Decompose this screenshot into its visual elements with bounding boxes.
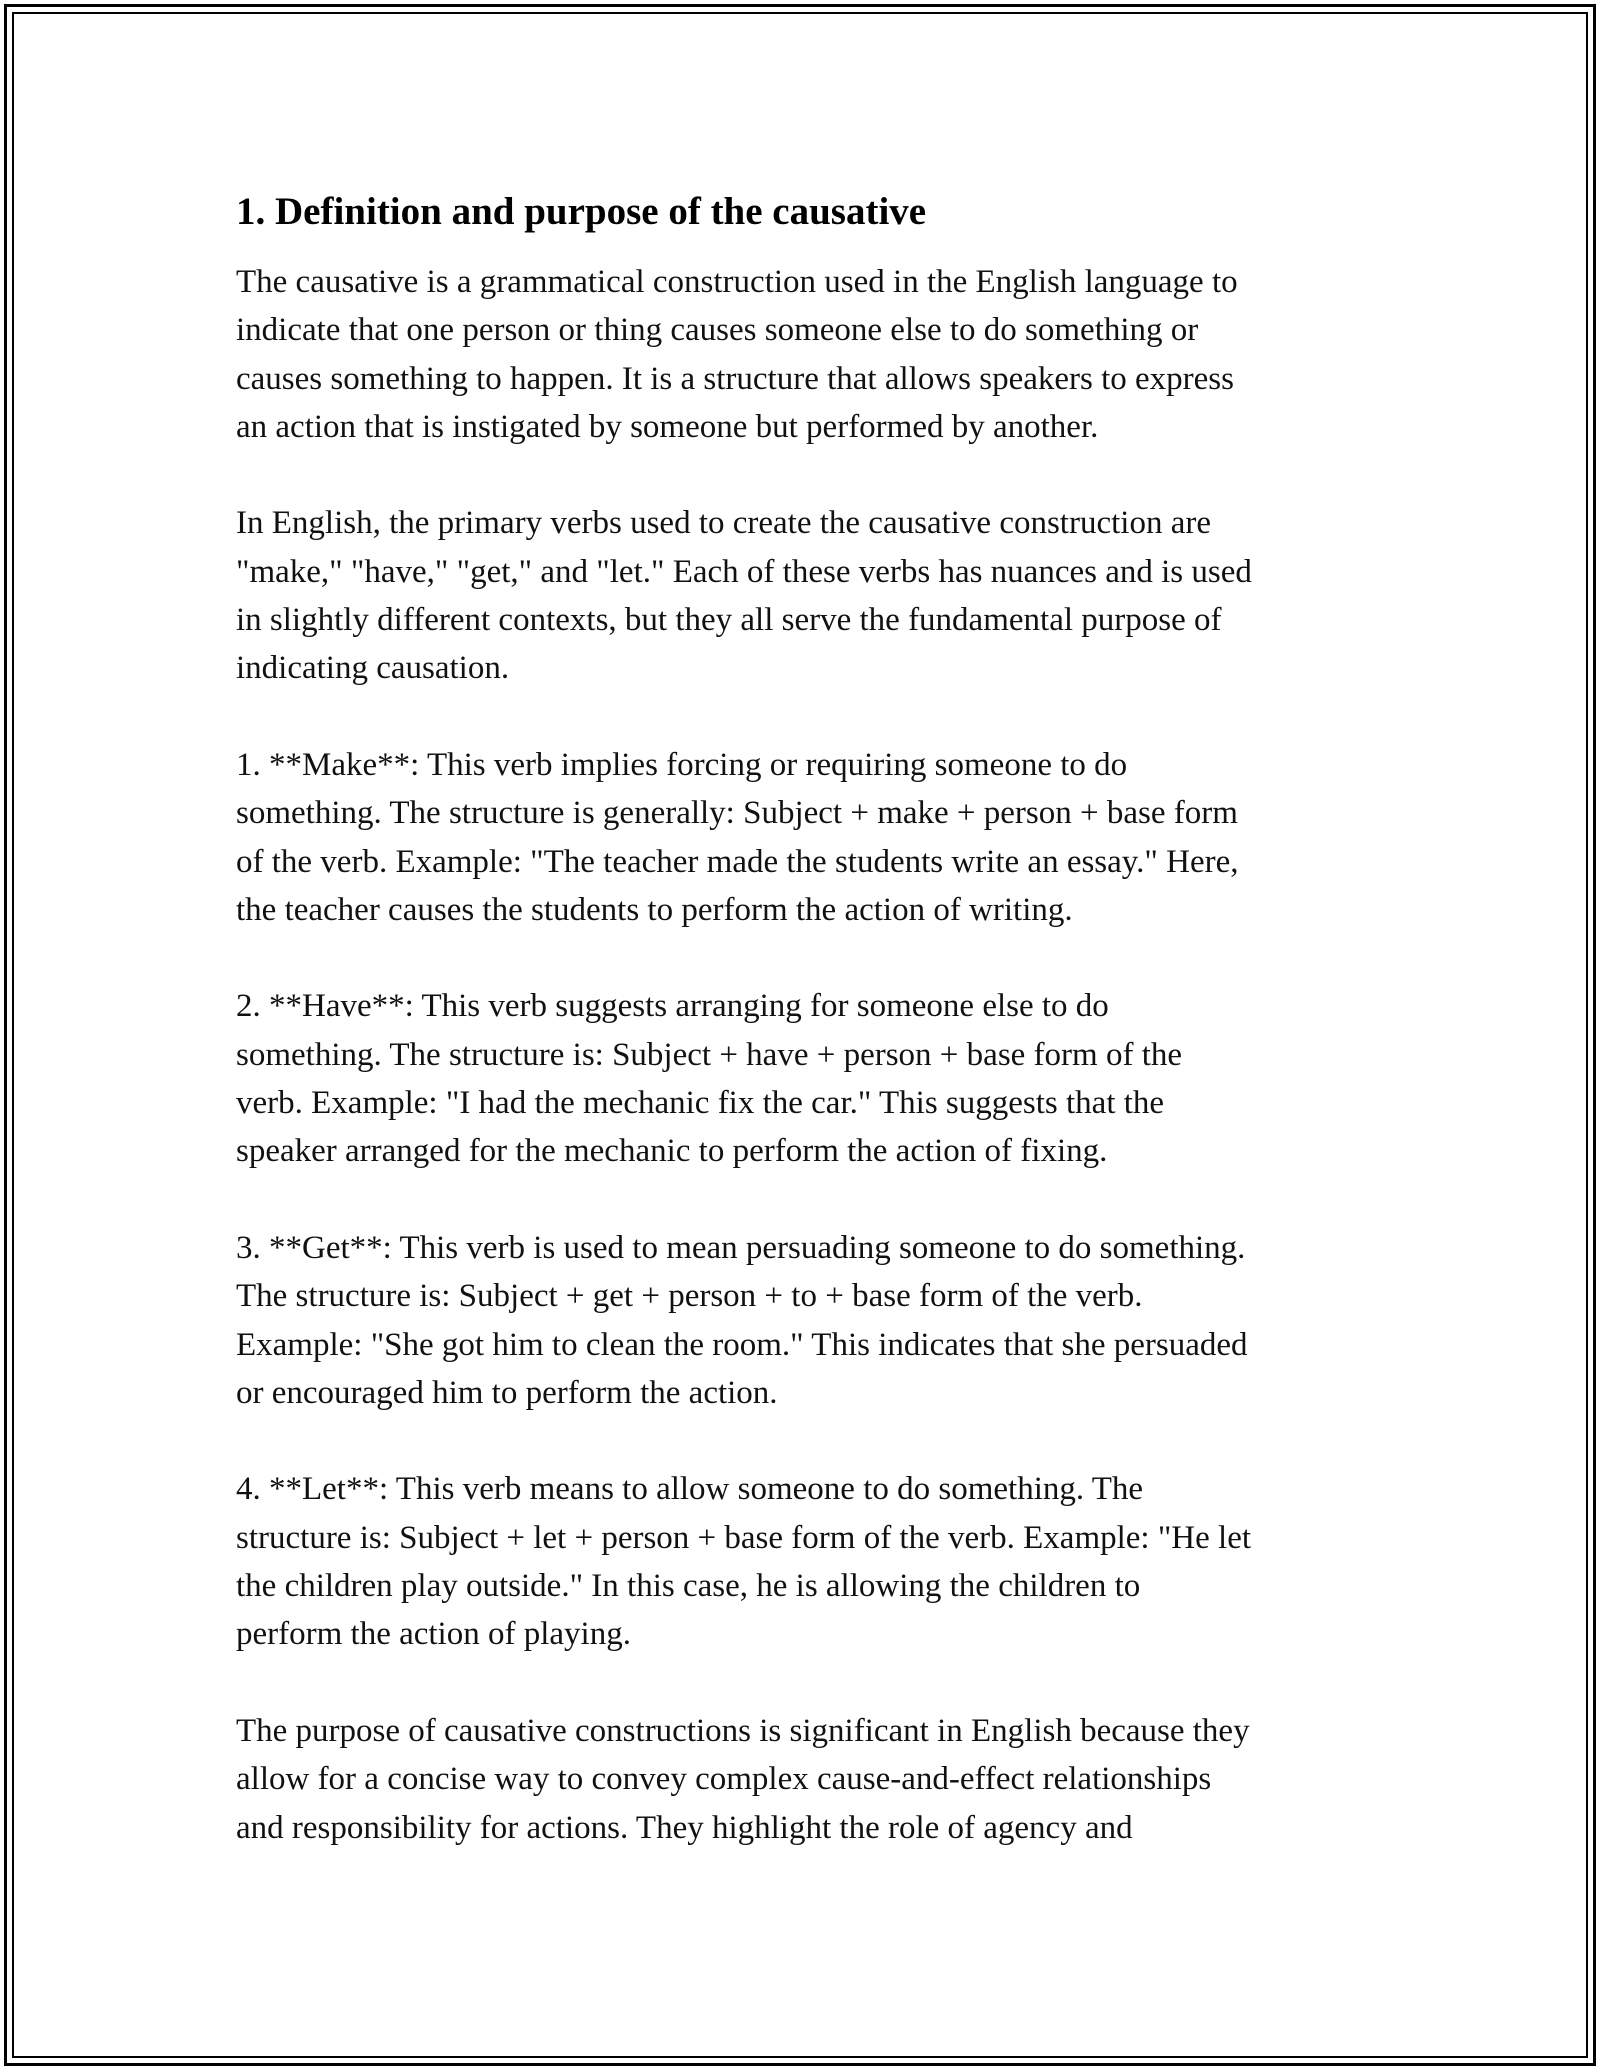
text-line: indicate that one person or thing causes someone else to do something or	[236, 312, 1199, 349]
text-line: 3. **Get**: This verb is used to mean persuading someone to do something.	[236, 1229, 1246, 1266]
text-line: 2. **Have**: This verb suggests arranging for someone else to do	[236, 988, 1109, 1025]
text-line: perform the action of playing.	[236, 1616, 631, 1653]
paragraph-primary-verbs	[236, 499, 1376, 692]
text-line: speaker arranged for the mechanic to perform the action of fixing.	[236, 1133, 1108, 1170]
text-line: in slightly different contexts, but they all serve the fundamental purpose of	[236, 602, 1222, 639]
text-line: verb. Example: "I had the mechanic fix the car." This suggests that the	[236, 1085, 1165, 1122]
paragraph-intro	[236, 258, 1376, 451]
text-line: The structure is: Subject + get + person + to + base form of the verb.	[236, 1278, 1143, 1315]
text-line: something. The structure is generally: Subject + make + person + base form	[236, 795, 1238, 832]
text-line: "make," "have," "get," and "let." Each of these verbs has nuances and is used	[236, 553, 1252, 590]
paragraph-purpose	[236, 1707, 1376, 1852]
text-line: The causative is a grammatical construction used in the English language to	[236, 264, 1238, 300]
paragraph-get	[236, 1224, 1376, 1417]
text-line: 4. **Let**: This verb means to allow someone to do something. The	[236, 1471, 1144, 1508]
text-line: The purpose of causative constructions is significant in English because they	[236, 1712, 1250, 1749]
text-line: indicating causation.	[236, 650, 510, 687]
text-line: and responsibility for actions. They highlight the role of agency and	[236, 1809, 1133, 1846]
text-line: something. The structure is: Subject + have + person + base form of the	[236, 1036, 1183, 1073]
section-heading: 1. Definition and purpose of the causative	[236, 190, 927, 233]
text-line: the children play outside." In this case, he is allowing the children to	[236, 1568, 1141, 1605]
paragraph-make	[236, 741, 1376, 934]
text-line: of the verb. Example: "The teacher made the students write an essay." Here,	[236, 843, 1239, 880]
text-line: allow for a concise way to convey complex cause-and-effect relationships	[236, 1761, 1212, 1798]
paragraph-have	[236, 982, 1376, 1175]
text-line: Example: "She got him to clean the room." This indicates that she persuaded	[236, 1326, 1248, 1363]
text-line: the teacher causes the students to perform the action of writing.	[236, 891, 1073, 928]
document-body	[236, 188, 1376, 1900]
text-line: structure is: Subject + let + person + base form of the verb. Example: "He let	[236, 1519, 1252, 1556]
text-line: In English, the primary verbs used to create the causative construction are	[236, 505, 1211, 542]
paragraph-let	[236, 1465, 1376, 1658]
text-line: an action that is instigated by someone but performed by another.	[236, 408, 1099, 445]
text-line: 1. **Make**: This verb implies forcing or requiring someone to do	[236, 746, 1128, 783]
text-line: or encouraged him to perform the action.	[236, 1374, 778, 1411]
text-line: causes something to happen. It is a structure that allows speakers to express	[236, 360, 1234, 397]
